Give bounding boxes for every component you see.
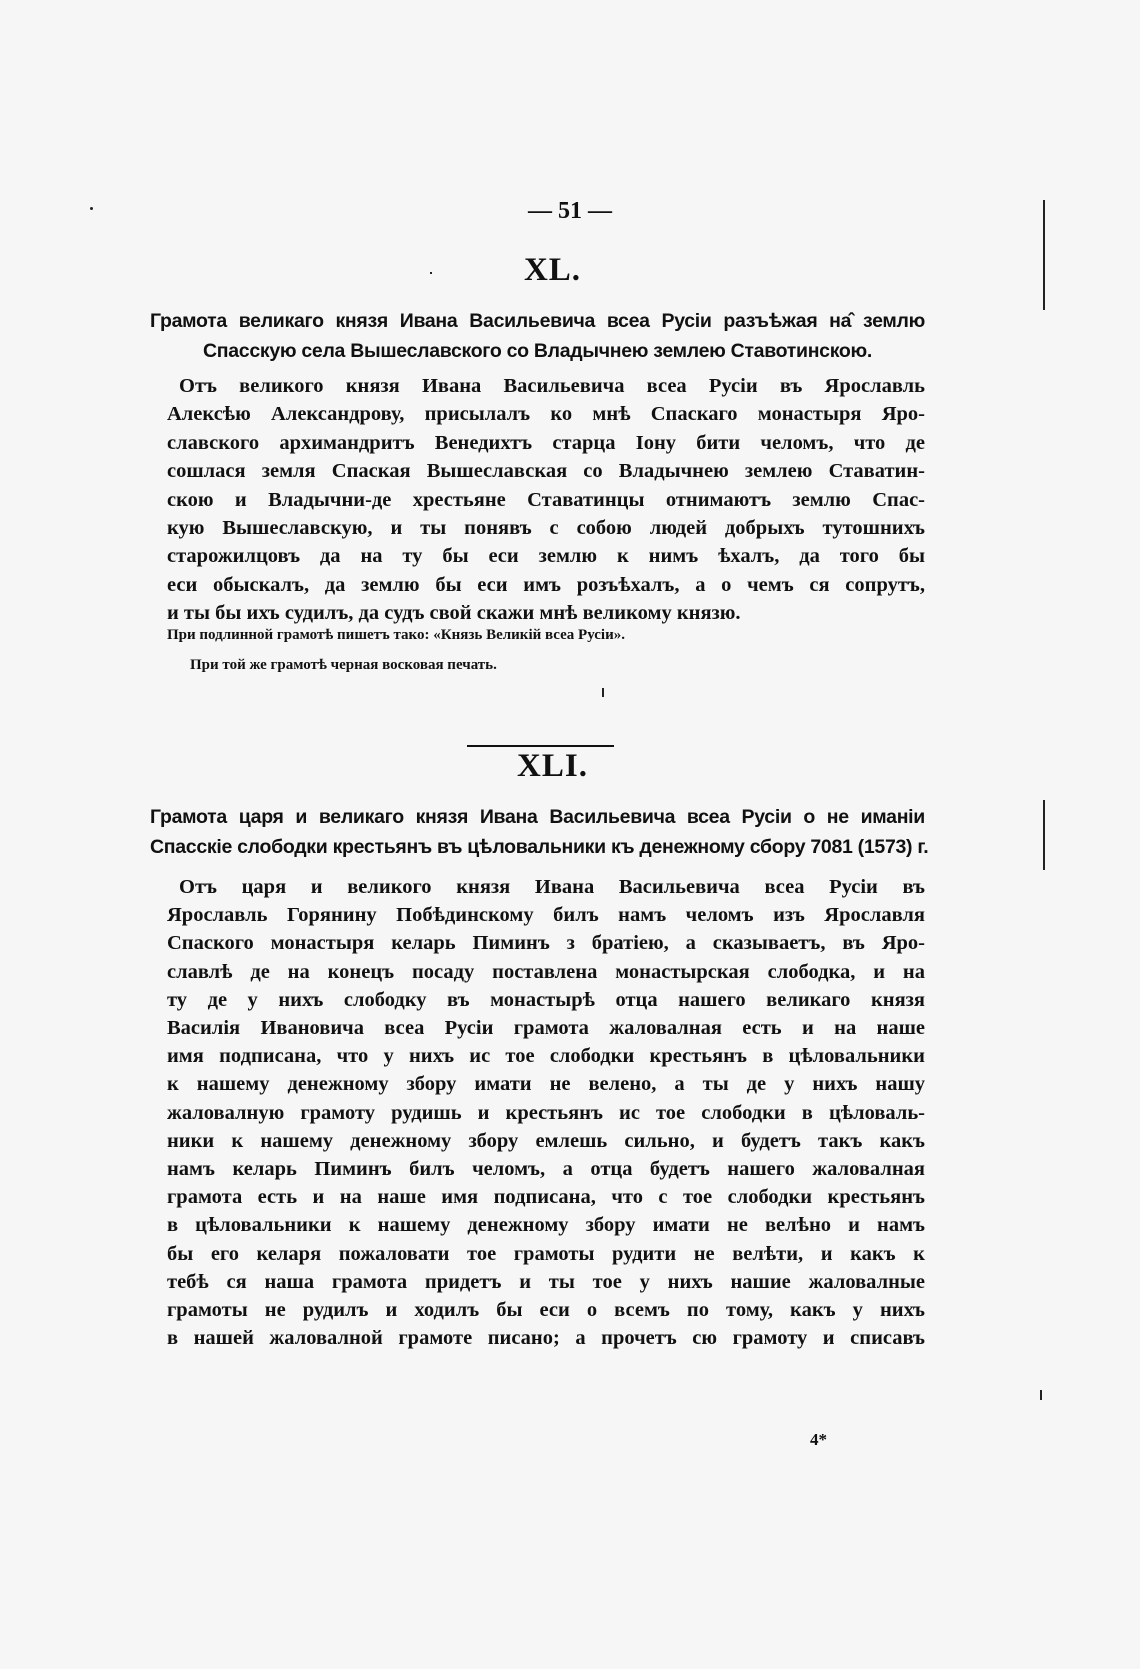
body-line: кую Вышеславскую, и ты понявъ с собою людей добрыхъ тутошнихъ: [167, 517, 925, 540]
body-line: славского архимандритъ Венедихтъ старца Іону бити челомъ, что де: [167, 431, 925, 454]
body-line: старожилцовъ да на ту бы еси землю к нимъ ѣхалъ, да того бы: [167, 545, 925, 568]
body-line: Василія Ивановича всеа Русіи грамота жаловалная есть и на наше: [167, 1017, 925, 1040]
body-line: жаловалную грамоту рудишь и крестьянъ ис тое слободки в цѣловаль-: [167, 1101, 925, 1124]
section-divider: [467, 745, 614, 747]
document-body: [167, 372, 925, 628]
body-line: имя подписана, что у нихъ ис тое слободки крестьянъ в цѣловальники: [167, 1045, 925, 1068]
body-line: Отъ великого князя Ивана Васильевича всеа Русіи въ Ярославль: [179, 375, 925, 397]
scan-margin-line: [1043, 800, 1045, 870]
heading-line: Грамота царя и великаго князя Ивана Васильевича всеа Русіи о не иманіи: [150, 806, 925, 828]
document-heading: [150, 306, 925, 366]
scan-speck: [602, 688, 604, 697]
signature-mark: 4*: [810, 1430, 827, 1449]
body-line: славлѣ де на конецъ посаду поставлена монастырская слободка, и на: [167, 960, 925, 983]
heading-line: Спасскую села Вышеславского со Владычнею землею Ставотинскою.: [202, 340, 873, 362]
body-line: Ярославль Горянину Побѣдинскому билъ намъ челомъ изъ Ярославля: [167, 904, 925, 927]
scan-margin-line: [1040, 1390, 1042, 1400]
heading-line: Спасскіе слободки крестьянъ въ цѣловальники къ денежному сбору 7081 (1573) г.: [150, 836, 929, 858]
document-number: XLI.: [517, 748, 588, 784]
body-line: скою и Владычни-де хрестьяне Ставатинцы отнимаютъ землю Спас-: [167, 488, 925, 511]
body-line: бы его келаря пожаловати тое грамоты рудити не велѣти, и какъ к: [167, 1242, 925, 1265]
body-line: Отъ царя и великого князя Ивана Васильевича всеа Русіи въ: [179, 876, 925, 898]
body-line: в цѣловальники к нашему денежному збору имати не велѣно и намъ: [167, 1214, 925, 1237]
body-line: к нашему денежному збору имати не велено, а ты де у нихъ нашу: [167, 1073, 925, 1096]
body-line: сошлася земля Спаская Вышеславская со Владычнею землею Ставатин-: [167, 460, 925, 483]
body-line: Спаского монастыря келарь Пиминъ з братіею, а сказываетъ, въ Яро-: [167, 932, 925, 955]
body-line: грамота есть и на наше имя подписана, что с тое слободки крестьянъ: [167, 1186, 925, 1209]
document-body: [167, 873, 925, 1352]
body-line: и ты бы ихъ судилъ, да судъ свой скажи мнѣ великому князю.: [167, 602, 741, 625]
body-line: грамоты не рудилъ и ходилъ бы еси о всемъ по тому, какъ у нихъ: [167, 1299, 925, 1322]
document-note: При подлинной грамотѣ пишетъ тако: «Князь Великій всеа Русіи».: [167, 627, 625, 643]
body-line: в нашей жаловалной грамоте писано; а прочетъ сю грамоту и списавъ: [167, 1327, 925, 1350]
document-note: При той же грамотѣ черная восковая печать.: [190, 657, 497, 673]
heading-line: Грамота великаго князя Ивана Васильевича всеа Русіи разъѣжая на̂ землю: [150, 310, 925, 332]
body-line: еси обыскалъ, да землю бы еси имъ розъѣхалъ, а о чемъ ся сопрутъ,: [167, 573, 925, 596]
body-line: Алексѣю Александрову, присылалъ ко мнѣ Спаскаго монастыря Яро-: [167, 403, 925, 426]
document-heading: [150, 802, 929, 862]
document-number: XL.: [523, 252, 582, 288]
page-number: — 51 —: [528, 198, 612, 224]
body-line: ники к нашему денежному збору емлешь сильно, и будетъ такъ какъ: [167, 1129, 925, 1152]
body-line: тебѣ ся наша грамота придетъ и ты тое у нихъ нашие жаловалные: [167, 1270, 925, 1293]
body-line: ту де у нихъ слободку въ монастырѣ отца нашего великаго князя: [167, 988, 925, 1011]
body-line: намъ келарь Пиминъ билъ челомъ, а отца будетъ нашего жаловалная: [167, 1158, 925, 1181]
